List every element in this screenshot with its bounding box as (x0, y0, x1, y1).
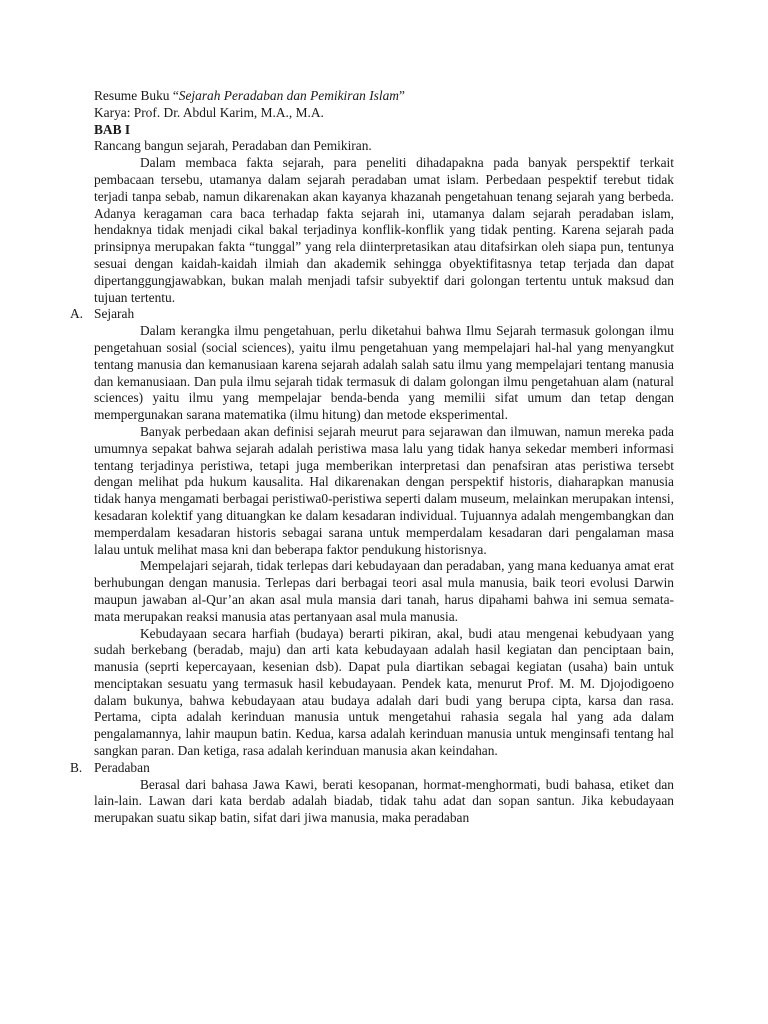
section-marker: A. (70, 306, 84, 322)
section-title: Peradaban (94, 759, 150, 775)
section-peradaban (70, 759, 674, 827)
section-paragraph: Dalam kerangka ilmu pengetahuan, perlu diketahui bahwa Ilmu Sejarah termasuk golongan ilmu pengetahuan sosial (social sciences), yaitu ilmu pengetahuan yang mempelajari hal-hal yang menyangkut tentang manusia dan kemanusiaan karena sejarah adalah salah satu ilmu yang mempelajari tentang manusia dan kemanusiaan. Dan pula ilmu sejarah tidak termasuk di dalam golongan ilmu pengetahuan alam (natural sciences) yaitu ilmu yang mempelajar benda-benda yang memilii sifat umum dan tetap dengan mempergunakan sarana matematika (ilmu hitung) dan metode eksperimental. (94, 323, 674, 423)
section-paragraph: Mempelajari sejarah, tidak terlepas dari kebudayaan dan peradaban, yang mana keduanya amat erat berhubungan dengan manusia. Terlepas dari berbagai teori asal mula manusia, baik teori evolusi Darwin maupun jawaban al-Qur’an akan asal mula mansia dari tanah, harus dipahami bahwa ini semua semata-mata merupakan reaksi manusia atas pertanyaan asal mula manusia. (94, 558, 674, 624)
author-line: Karya: Prof. Dr. Abdul Karim, M.A., M.A. (94, 104, 324, 120)
section-paragraph: Banyak perbedaan akan definisi sejarah meurut para sejarawan dan ilmuwan, namun mereka pada umumnya sepakat bahwa sejarah adalah peristiwa masa lalu yang tidak hanya sekedar memberi informasi tentang terjadinya peristiwa, tetapi juga memberikan interpretasi dan penafsiran atas peristiwa tersebt dengan melihat pda hukum kausalita. Hal dikarenakan dengan perspektif historis, diaharapkan manusia tidak hanya mengamati berbagai peristiwa0-peristiwa seperti dalam museum, melainkan merupakan intensi, kesadaran kolektif yang dituangkan ke dalam kesadaran individual. Tujuannya adalah mengembangkan dan memperdalam kesadaran historis sebagai sarana untuk memperdalam kesadaran dari pengalaman masa lalau untuk melihat masa kni dan beberapa faktor pendukung historisnya. (94, 423, 674, 557)
section-paragraph: Kebudayaan secara harfiah (budaya) berarti pikiran, akal, budi atau mengenai kebudyaan yang sudah berkebang (beradab, maju) dan arti kata kebudayaan adalah hasil kegiatan dan penciptaan bain, manusia (seprti kepercayaan, kesenian dsb). Dapat pula diartikan sebagai kegiatan (usaha) bain untuk menciptakan sesuatu yang termasuk hasil kebudayaan. Pendek kata, menurut Prof. M. M. Djojodigoeno dalam bukunya, bahwa kebudayaan atau budaya adalah dari budi yang berupa cipta, karsa dan rasa. Pertama, cipta adalah kerinduan manusia untuk mengetahui rahasia segala hal yang ada dalam pengalamannya, lahir maupun batin. Kedua, karsa adalah kerinduan manusia untuk menginsafi tentang hal sangkan paran. Dan ketiga, rasa adalah kerinduan manusia akan keindahan. (94, 625, 674, 759)
book-title-suffix: ” (398, 88, 405, 103)
section-title: Sejarah (94, 306, 135, 322)
book-title: Sejarah Peradaban dan Pemikiran Islam (178, 88, 399, 103)
section-marker: B. (70, 759, 83, 775)
document-content (70, 88, 674, 827)
section-sejarah (70, 306, 674, 760)
chapter-heading: BAB I (94, 121, 131, 137)
intro-paragraph: Dalam membaca fakta sejarah, para peneliti dihadapakna pada banyak perspektif terkait pembacaan tersebu, utamanya dalam sejarah peradaban umat islam. Perbedaan pespektif terebut tidak terjadi tanpa sebab, namun dikarenakan akan kayanya khazanah pengetahuan tenang sejarah yang berbeda. Adanya keragaman cara baca terhadap fakta sejarah ini, utamanya dalam sejarah peradaban islam, hendaknya tidak menjadi cikal bakal terjadinya konflik-konflik yang tidak penting. Karena sejarah pada prinsipnya merupakan fakta “tunggal” yang rela diinterpretasikan atau ditafsirkan oleh siapa pun, tentunya sesuai dengan kaidah-kaidah ilmiah dan akademik sehingga obyektifitasnya tetap terjada dan dapat dipertanggungjawabkan, bukan malah menjadi tafsir subyektif dari golongan tertentu untuk maksud dan tujuan tertentu. (94, 155, 674, 305)
chapter-subtitle: Rancang bangun sejarah, Peradaban dan Pemikiran. (94, 138, 372, 154)
book-title-line (94, 88, 674, 105)
section-paragraph: Berasal dari bahasa Jawa Kawi, berati kesopanan, hormat-menghormati, budi bahasa, etiket dan lain-lain. Lawan dari kata berdab adalah biadab, tidak tahu adat dan sopan santun. Jika kebudayaan merupakan suatu sikap batin, sifat dari jiwa manusia, maka peradaban (94, 776, 674, 826)
book-title-prefix: Resume Buku “ (94, 88, 179, 103)
